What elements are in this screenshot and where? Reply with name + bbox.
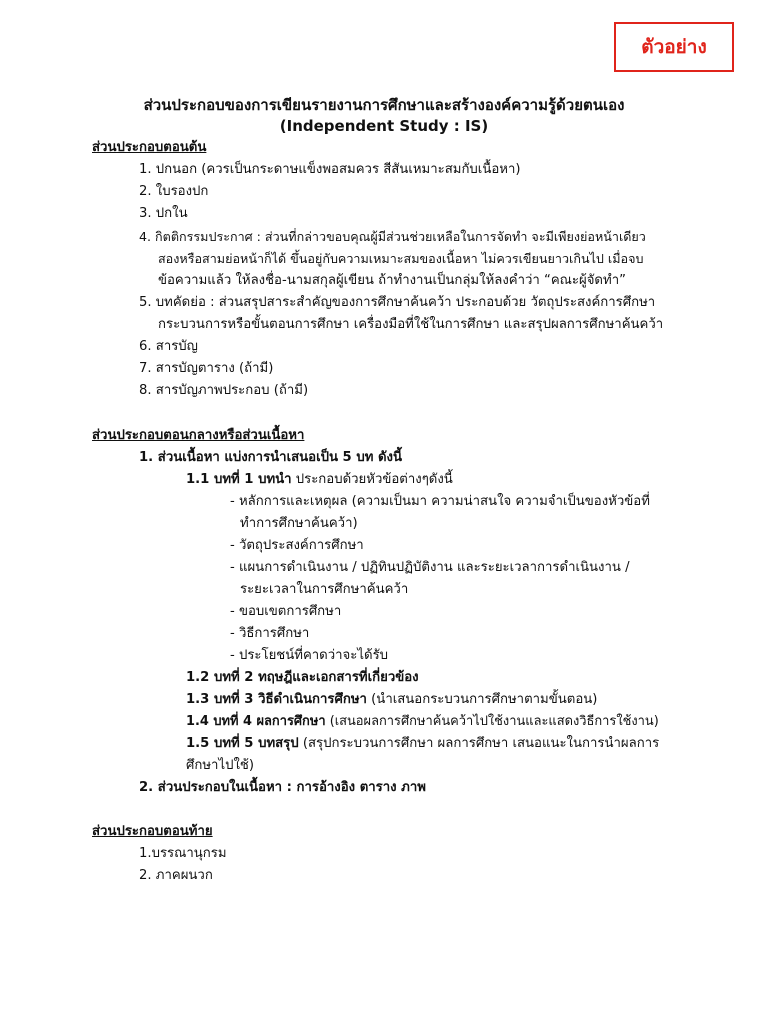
chapter-3: [186, 690, 597, 710]
front-item: 8. สารบัญภาพประกอบ (ถ้ามี): [139, 383, 309, 398]
front-item: 4. กิตติกรรมประกาศ : ส่วนที่กล่าวขอบคุณผู้มีส่วนช่วยเหลือในการจัดทำ จะมีเพียงย่อหน้าเดียว: [139, 229, 646, 244]
front-item: 3. ปกใน: [139, 206, 188, 221]
chapter-4-desc: (เสนอผลการศึกษาค้นคว้าไปใช้งานและแสดงวิธีการใช้งาน): [325, 714, 659, 729]
front-heading: ส่วนประกอบตอนต้น: [92, 140, 207, 155]
front-item: 6. สารบัญ: [139, 339, 198, 354]
chapter-5-desc: (สรุปกระบวนการศึกษา ผลการศึกษา เสนอแนะในการนำผลการ: [298, 736, 660, 751]
chapter-1-item: - วิธีการศึกษา: [230, 626, 310, 641]
chapter-5-cont: ศึกษาไปใช้): [186, 758, 254, 773]
back-item: 2. ภาคผนวก: [139, 868, 213, 883]
chapter-1-item: - ประโยชน์ที่คาดว่าจะได้รับ: [230, 648, 389, 663]
chapter-3-label: 1.3 บทที่ 3 วิธีดำเนินการศึกษา: [186, 692, 367, 707]
chapter-5: [186, 734, 659, 754]
back-heading: ส่วนประกอบตอนท้าย: [92, 824, 213, 839]
front-item: 1. ปกนอก (ควรเป็นกระดาษแข็งพอสมควร สีสันเหมาะสมกับเนื้อหา): [139, 162, 521, 177]
back-item: 1.บรรณานุกรม: [139, 846, 227, 861]
chapter-1-item-cont: ระยะเวลาในการศึกษาค้นคว้า: [240, 582, 409, 597]
chapter-2-label: 1.2 บทที่ 2 ทฤษฎีและเอกสารที่เกี่ยวข้อง: [186, 670, 419, 685]
front-item-cont: สองหรือสามย่อหน้าก็ได้ ขึ้นอยู่กับความเหมาะสมของเนื้อหา ไม่ควรเขียนยาวเกินไป เมื่อจบ: [158, 251, 644, 266]
front-item: 7. สารบัญตาราง (ถ้ามี): [139, 361, 274, 376]
front-item-cont: กระบวนการหรือขั้นตอนการศึกษา เครื่องมือที่ใช้ในการศึกษา และสรุปผลการศึกษาค้นคว้า: [158, 317, 664, 332]
chapter-1-item: - วัตถุประสงค์การศึกษา: [230, 538, 364, 553]
chapter-1-label: 1.1 บทที่ 1 บทนำ: [186, 472, 292, 487]
chapter-4: [186, 712, 659, 732]
sample-stamp: ตัวอย่าง: [614, 22, 734, 72]
chapter-4-label: 1.4 บทที่ 4 ผลการศึกษา: [186, 714, 326, 729]
chapter-5-label: 1.5 บทที่ 5 บทสรุป: [186, 736, 299, 751]
front-item: 5. บทคัดย่อ : ส่วนสรุปสาระสำคัญของการศึกษาค้นคว้า ประกอบด้วย วัตถุประสงค์การศึกษา: [139, 295, 656, 310]
chapter-1-item: - หลักการและเหตุผล (ความเป็นมา ความน่าสนใจ ความจำเป็นของหัวข้อที่: [230, 494, 650, 509]
chapter-1-item-cont: ทำการศึกษาค้นคว้า): [240, 516, 358, 531]
content-part-1: 1. ส่วนเนื้อหา แบ่งการนำเสนอเป็น 5 บท ดังนี้: [139, 450, 402, 465]
chapter-1: [186, 470, 453, 490]
front-item: 2. ใบรองปก: [139, 184, 209, 199]
chapter-1-item: - แผนการดำเนินงาน / ปฏิทินปฏิบัติงาน และระยะเวลาการดำเนินงาน /: [230, 560, 630, 575]
document-subtitle: (Independent Study : IS): [279, 117, 489, 135]
chapter-1-desc: ประกอบด้วยหัวข้อต่างๆดังนี้: [291, 472, 453, 487]
document-title: ส่วนประกอบของการเขียนรายงานการศึกษาและสร้างองค์ความรู้ด้วยตนเอง: [143, 96, 625, 114]
chapter-1-item: - ขอบเขตการศึกษา: [230, 604, 342, 619]
chapter-3-desc: (นำเสนอกระบวนการศึกษาตามขั้นตอน): [366, 692, 598, 707]
content-part-2: 2. ส่วนประกอบในเนื้อหา : การอ้างอิง ตาราง ภาพ: [139, 780, 426, 795]
front-item-cont: ข้อความแล้ว ให้ลงชื่อ-นามสกุลผู้เขียน ถ้าทำงานเป็นกลุ่มให้ลงคำว่า “คณะผู้จัดทำ”: [158, 273, 626, 288]
middle-heading: ส่วนประกอบตอนกลางหรือส่วนเนื้อหา: [92, 428, 305, 443]
